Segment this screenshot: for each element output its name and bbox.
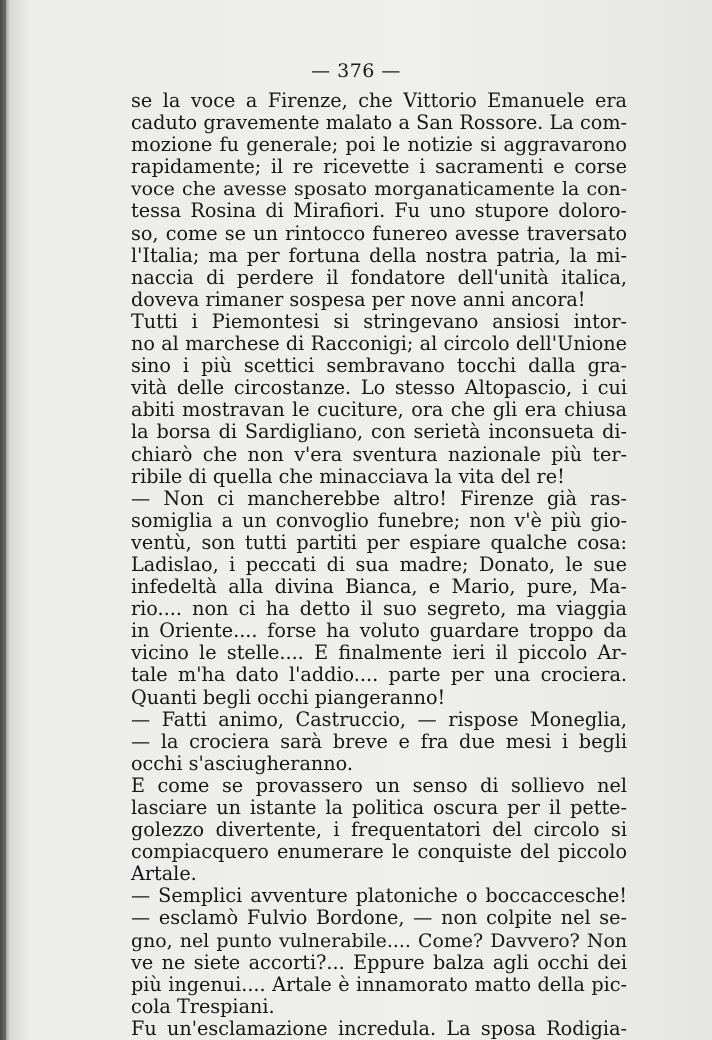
text-line: doveva rimaner sospesa per nove anni ancora! bbox=[131, 287, 586, 311]
text-line: E come se provassero un senso di sollievo nel bbox=[131, 773, 627, 797]
text-line: ribile di quella che minacciava la vita del re! bbox=[131, 464, 565, 488]
text-line: in Oriente.... forse ha voluto guardare troppo da bbox=[131, 619, 627, 643]
text-line: chiarò che non v'era sventura nazionale più ter- bbox=[131, 442, 627, 466]
text-line: voce che avesse sposato morganaticamente la con- bbox=[131, 178, 627, 201]
text-line: golezzo divertente, i frequentatori del circolo si bbox=[131, 818, 627, 842]
text-line: lasciare un istante la politica oscura per il pette- bbox=[131, 796, 627, 819]
text-line: gno, nel punto vulnerabile.... Come? Davvero? Non bbox=[131, 929, 627, 952]
text-line: cola Trespiani. bbox=[131, 994, 275, 1018]
text-line: somiglia a un convoglio funebre; non v'è più gio- bbox=[131, 508, 627, 532]
text-line: Quanti begli occhi piangeranno! bbox=[131, 685, 446, 709]
text-line: — la crociera sarà breve e fra due mesi i begli bbox=[131, 729, 627, 753]
text-line: compiacquero enumerare le conquiste del piccolo bbox=[131, 840, 627, 864]
text-line: rapidamente; il re ricevette i sacramenti e corse bbox=[131, 155, 627, 179]
text-line: Tutti i Piemontesi si stringevano ansiosi intor- bbox=[131, 309, 627, 333]
text-line: caduto gravemente malato a San Rossore. La com- bbox=[131, 111, 627, 135]
text-line: vicino le stelle.... E finalmente ieri il piccolo Ar- bbox=[131, 641, 627, 665]
text-line: occhi s'asciugheranno. bbox=[131, 751, 353, 775]
text-line: Ladislao, i peccati di sua madre; Donato, le sue bbox=[131, 552, 627, 576]
page-number: — 376 — bbox=[311, 60, 401, 82]
text-line: sino i più scettici sembravano tocchi dalla gra- bbox=[131, 354, 627, 378]
text-line: l'Italia; ma per fortuna della nostra patria, la mi- bbox=[131, 243, 627, 267]
text-line: — Fatti animo, Castruccio, — rispose Moneglia, bbox=[131, 707, 627, 731]
text-line: infedeltà alla divina Bianca, e Mario, pure, Ma- bbox=[131, 575, 627, 599]
text-line: ve ne siete accorti?... Eppure balza agli occhi dei bbox=[131, 950, 627, 974]
text-line: — Non ci mancherebbe altro! Firenze già ras- bbox=[131, 486, 627, 510]
text-line: Fu un'esclamazione incredula. La sposa Rodigia- bbox=[131, 1016, 627, 1040]
binding-shadow bbox=[0, 0, 6, 1040]
text-line: Artale. bbox=[131, 862, 197, 886]
text-line: mozione fu generale; poi le notizie si aggravarono bbox=[131, 133, 627, 157]
text-line: — Semplici avventure platoniche o boccaccesche! bbox=[131, 884, 627, 908]
text-line: so, come se un rintocco funereo avesse traversato bbox=[131, 221, 627, 245]
text-line: — esclamò Fulvio Bordone, — non colpite nel se- bbox=[131, 906, 627, 930]
text-line: la borsa di Sardigliano, con serietà inconsueta di- bbox=[131, 420, 627, 444]
body-text bbox=[131, 90, 627, 1040]
text-line: naccia di perdere il fondatore dell'unità italica, bbox=[131, 265, 627, 289]
text-line: tale m'ha dato l'addio.... parte per una crociera. bbox=[131, 663, 627, 687]
text-line: rio.... non ci ha detto il suo segreto, ma viaggia bbox=[131, 597, 627, 621]
text-line: vità delle circostanze. Lo stesso Altopascio, i cui bbox=[131, 376, 627, 400]
text-line: più ingenui.... Artale è innamorato matto della pic- bbox=[131, 972, 627, 996]
text-line: se la voce a Firenze, che Vittorio Emanuele era bbox=[131, 89, 627, 112]
text-line: abiti mostravan le cuciture, ora che gli era chiusa bbox=[131, 398, 627, 422]
text-line: ventù, son tutti partiti per espiare qualche cosa: bbox=[131, 530, 627, 554]
text-line: no al marchese di Racconigi; al circolo dell'Unione bbox=[131, 332, 627, 356]
text-line: tessa Rosina di Mirafiori. Fu uno stupore doloro- bbox=[131, 199, 627, 223]
